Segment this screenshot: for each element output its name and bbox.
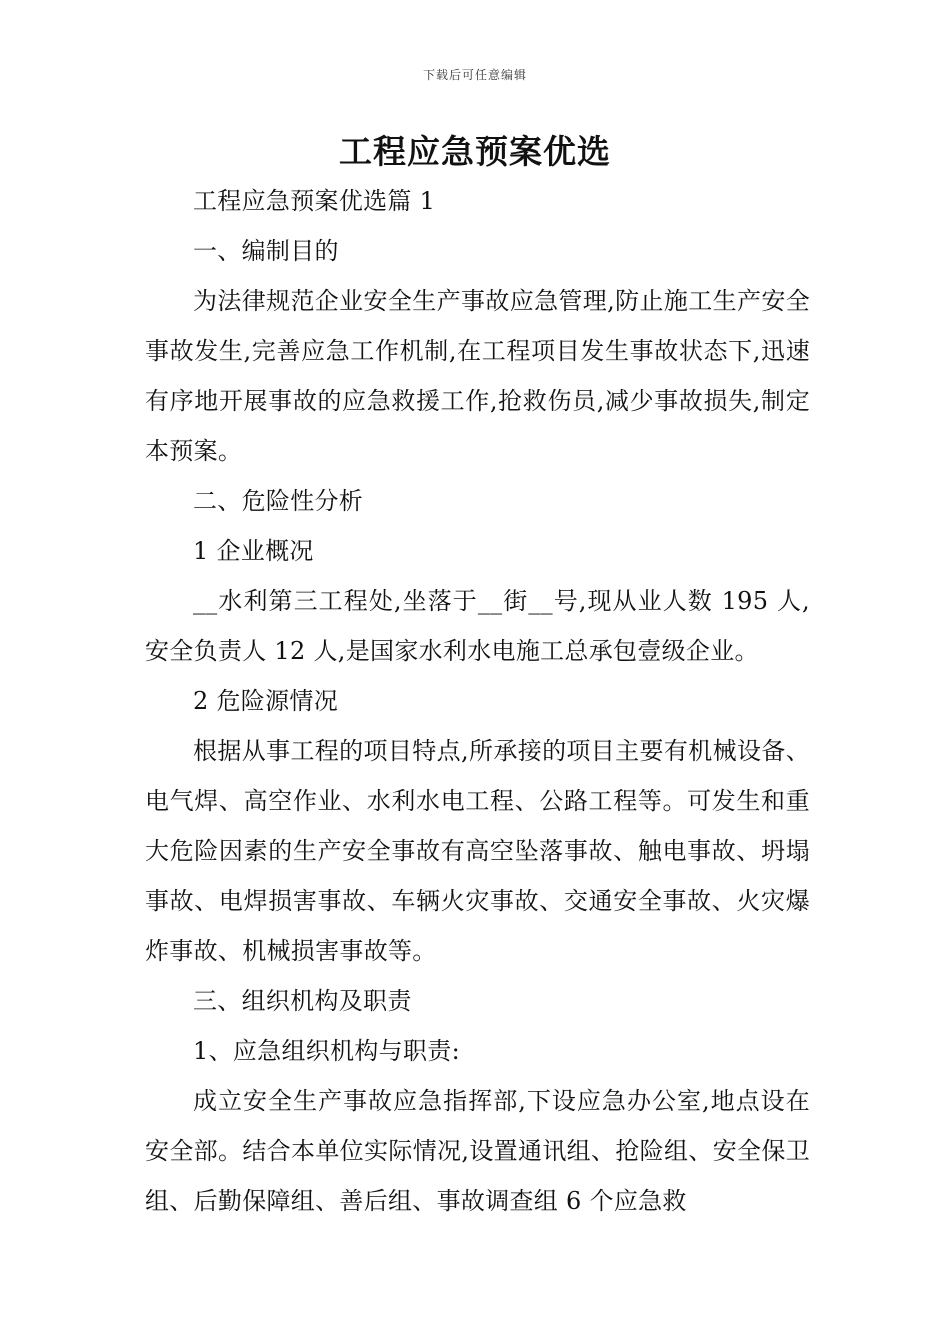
document-title: 工程应急预案优选 bbox=[339, 132, 611, 171]
subheading-emergency-organization: 1、应急组织机构与职责: bbox=[193, 1037, 460, 1065]
subtitle-paragraph: 工程应急预案优选篇 1 bbox=[193, 187, 436, 215]
section-heading-organization: 三、组织机构及职责 bbox=[193, 987, 412, 1015]
section-heading-risk-analysis: 二、危险性分析 bbox=[193, 487, 364, 515]
body-paragraph: 根据从事工程的项目特点,所承接的项目主要有机械设备、电气焊、高空作业、水利水电工程、公路工程等。可发生和重大危险因素的生产安全事故有高空坠落事故、触电事故、坍塌事故、电焊损害事故、车辆火灾事故、交通安全事故、火灾爆炸事故、机械损害事故等。 bbox=[145, 737, 810, 965]
section-heading-purpose: 一、编制目的 bbox=[193, 237, 339, 265]
body-paragraph: __水利第三工程处,坐落于__街__号,现从业人数 195 人,安全负责人 12 人,是国家水利水电施工总承包壹级企业。 bbox=[145, 587, 810, 665]
body-paragraph: 为法律规范企业安全生产事故应急管理,防止施工生产安全事故发生,完善应急工作机制,在工程项目发生事故状态下,迅速有序地开展事故的应急救援工作,抢救伤员,减少事故损失,制定本预案。 bbox=[145, 287, 810, 465]
header-note: 下载后可任意编辑 bbox=[422, 68, 527, 82]
subheading-company-overview: 1 企业概况 bbox=[193, 537, 314, 565]
body-paragraph: 成立安全生产事故应急指挥部,下设应急办公室,地点设在安全部。结合本单位实际情况,设置通讯组、抢险组、安全保卫组、后勤保障组、善后组、事故调查组 6 个应急救 bbox=[145, 1087, 810, 1215]
document-body bbox=[145, 176, 810, 1226]
subheading-hazard-sources: 2 危险源情况 bbox=[193, 687, 338, 715]
